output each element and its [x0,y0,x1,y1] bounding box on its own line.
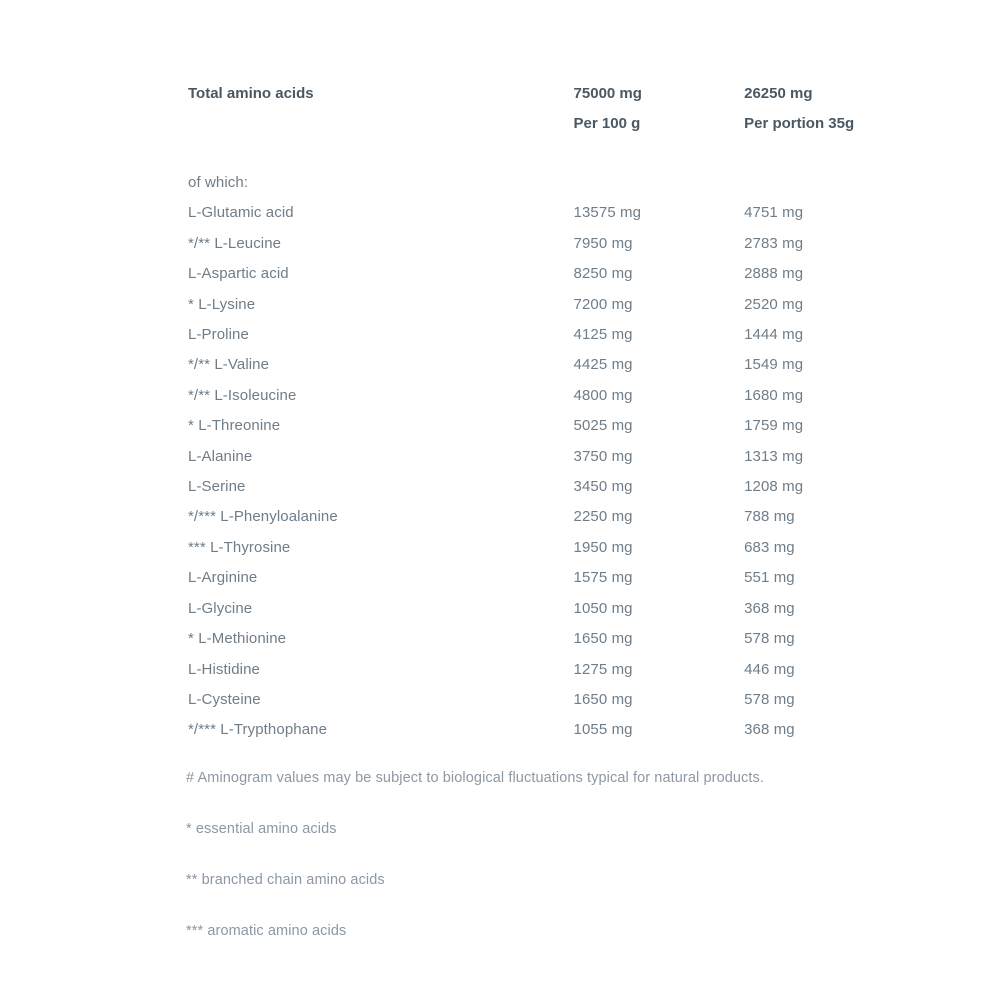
of-which-empty-1 [574,168,745,198]
column-header-per-portion: Per portion 35g [744,115,855,132]
table-row [0,229,1000,259]
table-row [0,502,1000,532]
table-row [0,685,1000,715]
amino-acid-per-portion: 551 mg [744,569,795,587]
table-header-row [0,78,1000,109]
footnote-essential: * essential amino acids [186,820,337,837]
amino-acid-per-100g: 13575 mg [573,204,642,222]
amino-acid-name: L-Cysteine [188,690,261,708]
of-which-empty-2 [744,168,1000,198]
amino-acid-name: */** L-Valine [188,356,270,374]
amino-acid-per-100g: 5025 mg [573,417,633,435]
amino-acid-name: L-Histidine [188,660,260,678]
amino-acid-per-100g: 2250 mg [573,508,633,526]
amino-acid-per-portion: 788 mg [744,508,795,526]
amino-acid-name: * L-Methionine [188,630,287,648]
amino-acid-name: */** L-Isoleucine [188,386,297,404]
table-row [0,594,1000,624]
amino-acid-name: */** L-Leucine [188,234,282,252]
amino-acid-per-portion: 1313 mg [744,447,804,465]
footnotes [0,768,1000,941]
amino-acid-per-portion: 368 mg [744,599,795,617]
amino-acid-name: L-Aspartic acid [188,265,289,283]
amino-acid-per-100g: 4425 mg [573,356,633,374]
table-row [0,563,1000,593]
amino-acid-per-100g: 7950 mg [573,234,633,252]
amino-acid-name: */*** L-Phenyloalanine [188,508,338,526]
of-which-row [0,168,1000,198]
footnote-aromatic: *** aromatic amino acids [186,922,347,939]
amino-acid-name: */*** L-Trypthophane [188,721,328,739]
table-row [0,533,1000,563]
amino-acid-per-100g: 1950 mg [573,538,633,556]
amino-acid-per-portion: 578 mg [744,690,795,708]
amino-acid-per-100g: 8250 mg [573,265,633,283]
amino-acid-per-portion: 368 mg [744,721,795,739]
spacer-cell-1 [0,139,574,168]
amino-acid-name: L-Alanine [188,447,253,465]
table-row [0,715,1000,745]
amino-acid-per-100g: 1055 mg [573,721,633,739]
table-row [0,320,1000,350]
spacer-cell-2 [574,139,745,168]
table-row [0,198,1000,228]
amino-acid-per-portion: 4751 mg [744,204,804,222]
total-amino-acids-label: Total amino acids [188,85,314,102]
table-row [0,411,1000,441]
amino-acid-name: L-Serine [188,478,246,496]
amino-acid-table [0,78,1000,746]
column-header-per-100g: Per 100 g [573,115,641,132]
amino-acid-name: L-Glutamic acid [188,204,294,222]
amino-acid-per-100g: 4800 mg [573,386,633,404]
of-which-label: of which: [188,174,249,191]
amino-acid-name: *** L-Thyrosine [188,538,291,556]
amino-acid-name: * L-Threonine [188,417,281,435]
amino-acid-per-portion: 578 mg [744,630,795,648]
table-row [0,290,1000,320]
amino-acid-per-portion: 446 mg [744,660,795,678]
table-body [0,78,1000,746]
table-row [0,350,1000,380]
amino-acid-per-portion: 2888 mg [744,265,804,283]
table-row [0,442,1000,472]
amino-acid-per-100g: 1275 mg [573,660,633,678]
amino-acid-per-portion: 2783 mg [744,234,804,252]
amino-acid-per-100g: 1575 mg [573,569,633,587]
footnote-branched-chain: ** branched chain amino acids [186,871,385,888]
table-row [0,259,1000,289]
amino-acid-per-portion: 1680 mg [744,386,804,404]
footnote-aminogram: # Aminogram values may be subject to biological fluctuations typical for natural products. [186,769,765,786]
table-row [0,472,1000,502]
table-subheader-row [0,109,1000,139]
total-per-portion-value: 26250 mg [744,85,813,102]
total-per-100g-value: 75000 mg [573,85,642,102]
amino-acid-per-portion: 1208 mg [744,478,804,496]
table-row [0,655,1000,685]
amino-acid-per-portion: 1549 mg [744,356,804,374]
amino-acid-per-100g: 7200 mg [573,295,633,313]
subheader-empty-cell [0,109,574,139]
amino-acid-name: L-Glycine [188,599,253,617]
amino-acid-per-100g: 3450 mg [573,478,633,496]
amino-acid-name: L-Arginine [188,569,258,587]
table-spacer-row [0,139,1000,168]
amino-acid-per-100g: 1650 mg [573,690,633,708]
table-row [0,381,1000,411]
table-row [0,624,1000,654]
amino-acid-per-100g: 1050 mg [573,599,633,617]
amino-acid-per-100g: 1650 mg [573,630,633,648]
amino-acid-per-portion: 2520 mg [744,295,804,313]
amino-acid-per-100g: 4125 mg [573,326,633,344]
amino-acid-per-100g: 3750 mg [573,447,633,465]
amino-acid-name: L-Proline [188,326,249,344]
amino-acid-per-portion: 683 mg [744,538,795,556]
amino-acid-name: * L-Lysine [188,295,256,313]
spacer-cell-3 [744,139,1000,168]
amino-acid-per-portion: 1444 mg [744,326,804,344]
amino-acid-per-portion: 1759 mg [744,417,804,435]
